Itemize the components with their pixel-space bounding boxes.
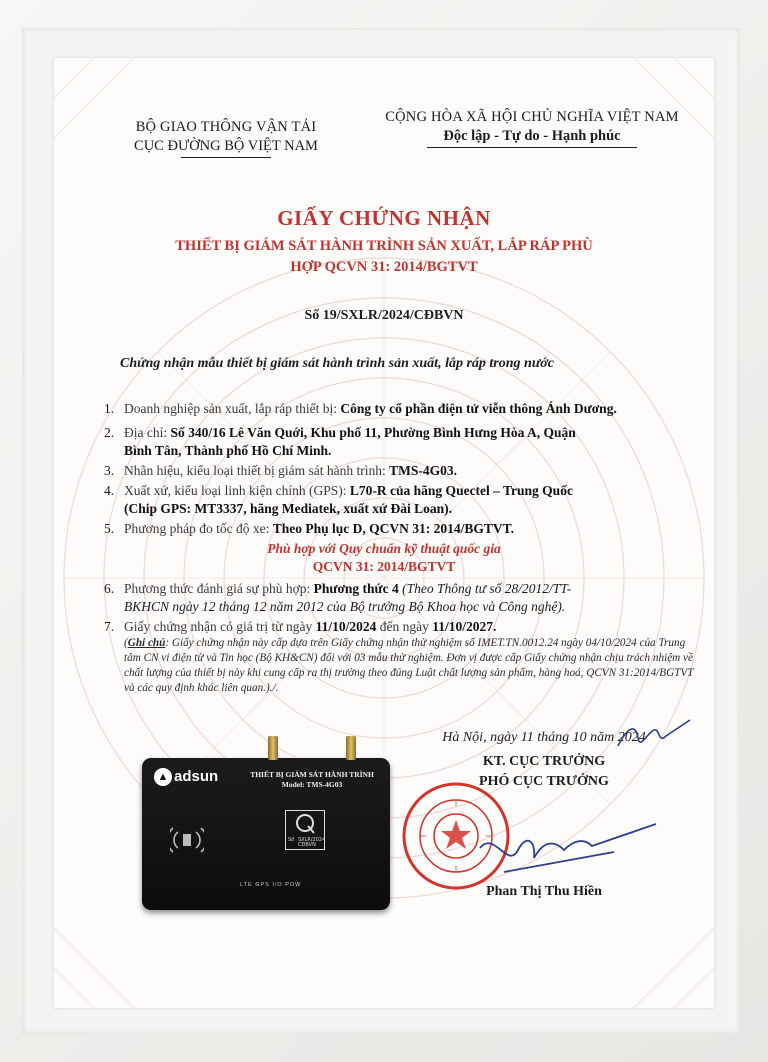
- antenna-connector-right: [346, 736, 356, 760]
- certificate-intro: Chứng nhận mẫu thiết bị giám sát hành trình sản xuất, lắp ráp trong nước: [120, 356, 554, 371]
- cr-mark-icon: [286, 811, 324, 837]
- list-item: 5. Phương pháp đo tốc độ xe: Theo Phụ lục D, QCVN 31: 2014/BGTVT.: [104, 521, 514, 536]
- certificate-number: Số 19/SXLR/2024/CĐBVN: [304, 308, 464, 323]
- list-item: 6. Phương thức đánh giá sự phù hợp: Phương thức 4 (Theo Thông tư số 28/2012/TT- BKHCN ngày 12 tháng 12 năm 2012 của Bộ trưởng Bộ Khoa học và Công nghệ).: [104, 581, 572, 614]
- signer-title-1: KT. CỤC TRƯỞNG: [482, 754, 606, 769]
- conformity-line-1: Phù hợp với Quy chuẩn kỹ thuật quốc gia: [267, 541, 501, 556]
- certificate-note: (Ghi chú: Giấy chứng nhận này cấp dựa trên Giấy chứng nhận thử nghiệm số IMET.TN.0012.24 ngày 04/10/2024 của Trung tâm CN vi điện tử và Tin học (Bộ KH&CN) đối với 03 mẫu thử nghiệm. Đơn vị được cấp Giấy chứng nhận chịu trách nhiệm về chất lượng của thiết bị này khi cung cấp ra thị trường theo đúng Luật chất lượng sản phẩm, hàng hoá, QCVN 31:2014/BGTVT và các quy định khác liên quan.)./.: [124, 637, 694, 694]
- initial-signature-icon: [614, 716, 694, 756]
- ministry-name: BỘ GIAO THÔNG VẬN TẢI: [135, 119, 317, 135]
- device-photo: [142, 758, 390, 910]
- motto-underline: [427, 147, 637, 148]
- certificate-title: GIẤY CHỨNG NHẬN: [277, 206, 491, 230]
- card-reader-icon: [170, 820, 204, 860]
- subtitle-line-2: HỢP QCVN 31: 2014/BGTVT: [290, 259, 478, 275]
- certification-mark: Số SXLR/2024 CĐBVN: [285, 810, 325, 850]
- antenna-connector-left: [268, 736, 278, 760]
- list-item: 3. Nhãn hiệu, kiểu loại thiết bị giám sát hành trình: TMS-4G03.: [104, 463, 457, 478]
- device-label: THIẾT BỊ GIÁM SÁT HÀNH TRÌNH Model: TMS-4G03: [250, 770, 374, 789]
- issuing-authority: [116, 118, 336, 158]
- brand-logo-icon: ▲: [154, 768, 172, 786]
- list-item: 7. Giấy chứng nhận có giá trị từ ngày 11/10/2024 đến ngày 11/10/2027.: [104, 619, 497, 634]
- motto-text: Độc lập - Tự do - Hạnh phúc: [443, 128, 621, 144]
- signer-title-2: PHÓ CỤC TRƯỞNG: [479, 774, 609, 789]
- certificate-paper: [54, 58, 714, 1008]
- list-item: 4. Xuất xứ, kiểu loại linh kiện chính (GPS): L70-R của hãng Quectel – Trung Quốc (Chip GPS: MT3337, hãng Mediatek, xuất xứ Đài Loan).: [104, 483, 573, 516]
- national-motto: [362, 108, 702, 148]
- authority-underline: [181, 157, 271, 158]
- list-item: 2. Địa chỉ: Số 340/16 Lê Văn Quới, Khu phố 11, Phường Bình Hưng Hòa A, Quận Bình Tân, Thành phố Hồ Chí Minh.: [104, 425, 576, 458]
- certificate-subtitle: [134, 236, 634, 278]
- place-and-date: Hà Nội, ngày 11 tháng 10 năm 2024: [442, 730, 646, 745]
- device-brand-logo: ▲ adsun: [154, 768, 218, 786]
- department-name: CỤC ĐƯỜNG BỘ VIỆT NAM: [134, 138, 318, 154]
- subtitle-line-1: THIẾT BỊ GIÁM SÁT HÀNH TRÌNH SẢN XUẤT, LẮP RÁP PHÙ: [175, 238, 593, 254]
- signer-name: Phan Thị Thu Hiền: [486, 884, 602, 899]
- status-leds: LTE GPS I/O POW: [240, 882, 302, 888]
- country-name: CỘNG HÒA XÃ HỘI CHỦ NGHĨA VIỆT NAM: [385, 109, 679, 125]
- list-item: 1. Doanh nghiệp sản xuất, lắp ráp thiết bị: Công ty cổ phần điện tử viễn thông Ánh Dương.: [104, 401, 617, 416]
- conformity-line-2: QCVN 31: 2014/BGTVT: [312, 559, 456, 574]
- handwritten-signature-icon: [474, 810, 664, 880]
